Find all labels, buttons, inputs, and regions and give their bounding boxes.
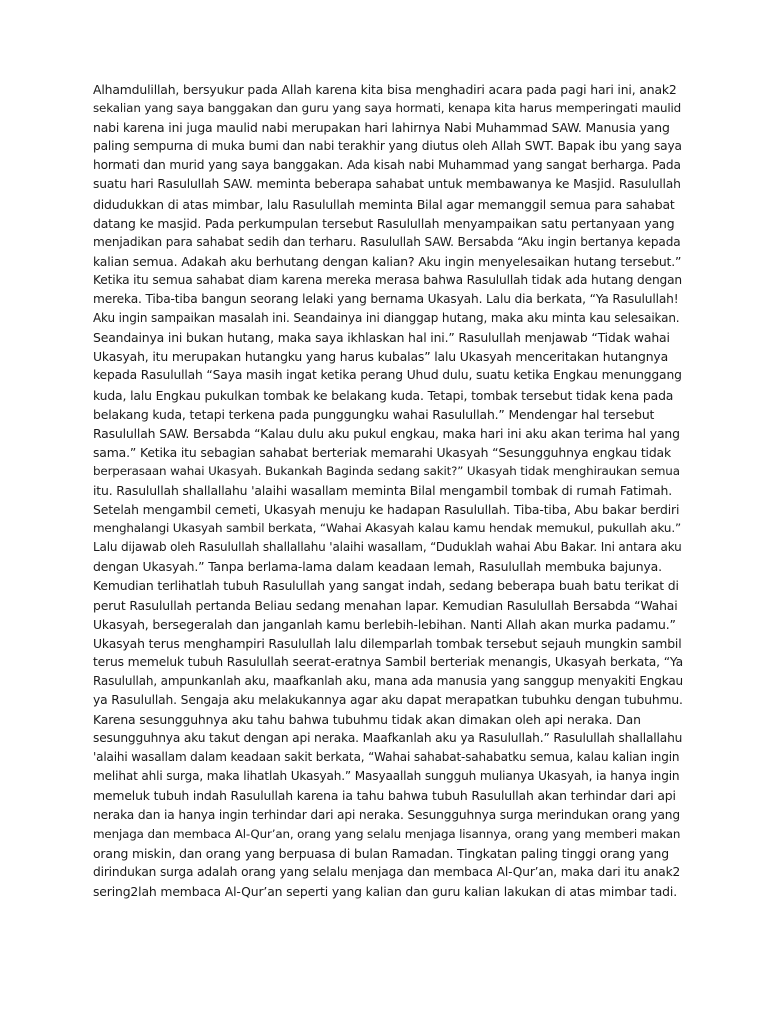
text-line: paling sempurna di muka bumi dan nabi terakhir yang diutus oleh Allah SWT. Bapak ibu yang saya [93,139,682,154]
text-line: suatu hari Rasulullah SAW. meminta beberapa sahabat untuk membawanya ke Masjid. Rasulullah [93,177,681,192]
text-line: kuda, lalu Engkau pukulkan tombak ke belakang kuda. Tetapi, tombak tersebut tidak kena pada [93,387,674,403]
text-line: didudukkan di atas mimbar, lalu Rasulullah meminta Bilal agar memanggil semua para sahabat [93,196,675,212]
text-line: kepada Rasulullah “Saya masih ingat ketika perang Uhud dulu, suatu ketika Engkau menunggang [93,368,682,383]
text-line: kalian semua. Adakah aku berhutang dengan kalian? Aku ingin menyelesaikan hutang tersebut.” [93,253,682,269]
text-line: mereka. Tiba-tiba bangun seorang lelaki yang bernama Ukasyah. Lalu dia berkata, “Ya Rasulullah! [93,292,679,307]
text-line: dirindukan surga adalah orang yang selalu menjaga dan membaca Al-Qur’an, maka dari itu anak2 [93,864,681,879]
text-line: nabi karena ini juga maulid nabi merupakan hari lahirnya Nabi Muhammad SAW. Manusia yang [93,120,670,136]
text-line: berperasaan wahai Ukasyah. Bukankah Baginda sedang sakit?” Ukasyah tidak menghiraukan semua [93,463,680,478]
text-line: sekalian yang saya banggakan dan guru yang saya hormati, kenapa kita harus memperingati maulid [93,101,682,116]
text-line: Aku ingin sampaikan masalah ini. Seandainya ini dianggap hutang, maka aku minta kau selesaikan. [93,311,680,326]
body-paragraph [93,80,683,901]
text-line: belakang kuda, tetapi terkena pada punggungku wahai Rasulullah.” Mendengar hal tersebut [93,406,655,422]
text-line: neraka dan ia hanya ingin terhindar dari api neraka. Sesungguhnya surga merindukan orang yang [93,807,680,822]
text-line: itu. Rasulullah shallallahu 'alaihi wasallam meminta Bilal mengambil tombak di rumah Fatimah. [93,482,672,498]
text-line: menjadikan para sahabat sedih dan terharu. Rasulullah SAW. Bersabda “Aku ingin bertanya kepada [93,234,681,249]
text-line: menjaga dan membaca Al-Qur’an, orang yang selalu menjaga lisannya, orang yang memberi makan [93,826,681,841]
text-line: 'alaihi wasallam dalam keadaan sakit berkata, “Wahai sahabat-sahabatku semua, kalau kalian ingin [93,750,680,765]
text-line: perut Rasulullah pertanda Beliau sedang menahan lapar. Kemudian Rasulullah Bersabda “Wahai [93,597,678,613]
text-line: memeluk tubuh indah Rasulullah karena ia tahu bahwa tubuh Rasulullah akan terhindar dari api [93,788,676,804]
text-line: ya Rasulullah. Sengaja aku melakukannya agar aku dapat merapatkan tubuhku dengan tubuhmu. [93,693,683,707]
text-line: Alhamdulillah, bersyukur pada Allah karena kita bisa menghadiri acara pada pagi hari ini, anak2 [93,82,677,97]
text-line: Ukasyah, bersegeralah dan janganlah kamu berlebih-lebihan. Nanti Allah akan murka padamu.” [93,616,676,632]
text-line: Karena sesungguhnya aku tahu bahwa tubuhmu tidak akan dimakan oleh api neraka. Dan [93,712,641,728]
text-line: sering2lah membaca Al-Qur’an seperti yang kalian dan guru kalian lakukan di atas mimbar tadi. [93,883,677,899]
text-line: Rasulullah SAW. Bersabda “Kalau dulu aku pukul engkau, maka hari ini aku akan terima hal yang [93,425,680,441]
text-line: dengan Ukasyah.” Tanpa berlama-lama dalam keadaan lemah, Rasulullah membuka bajunya. [93,559,662,575]
text-line: Ukasyah, itu merupakan hutangku yang harus kubalas” lalu Ukasyah menceritakan hutangnya [93,349,669,365]
text-line: datang ke masjid. Pada perkumpulan tersebut Rasulullah menyampaikan satu pertanyaan yang [93,215,675,231]
text-line: Lalu dijawab oleh Rasulullah shallallahu 'alaihi wasallam, “Duduklah wahai Abu Bakar. Ini antara aku [93,540,682,555]
text-line: Seandainya ini bukan hutang, maka saya ikhlaskan hal ini.” Rasulullah menjawab “Tidak wahai [93,330,670,346]
text-line: hormati dan murid yang saya banggakan. Ada kisah nabi Muhammad yang sangat berharga. Pada [93,158,681,173]
text-line: Kemudian terlihatlah tubuh Rasulullah yang sangat indah, sedang beberapa buah batu terikat di [93,578,679,594]
text-line: orang miskin, dan orang yang berpuasa di bulan Ramadan. Tingkatan paling tinggi orang yang [93,845,669,861]
text-line: melihat ahli surga, maka lihatlah Ukasyah.” Masyaallah sungguh mulianya Ukasyah, ia hanya ingin [93,769,680,784]
text-line: sesungguhnya aku takut dengan api neraka. Maafkanlah aku ya Rasulullah.” Rasulullah shallallahu [93,731,683,746]
text-line: menghalangi Ukasyah sambil berkata, “Wahai Akasyah kalau kamu hendak memukul, pukullah aku.” [93,521,681,536]
text-line: Setelah mengambil cemeti, Ukasyah menuju ke hadapan Rasulullah. Tiba-tiba, Abu bakar berdiri [93,502,680,518]
text-line: Ukasyah terus menghampiri Rasulullah lalu dilemparlah tombak tersebut sejauh mungkin sambil [93,635,682,651]
text-line: terus memeluk tubuh Rasulullah seerat-eratnya Sambil berteriak menangis, Ukasyah berkata, “Ya [93,654,683,669]
text-line: Ketika itu semua sahabat diam karena mereka merasa bahwa Rasulullah tidak ada hutang dengan [93,272,682,287]
text-line: sama.” Ketika itu sebagian sahabat berteriak memarahi Ukasyah “Sesungguhnya engkau tidak [93,444,672,460]
text-line: Rasulullah, ampunkanlah aku, maafkanlah aku, mana ada manusia yang sanggup menyakiti Engkau [93,673,683,688]
